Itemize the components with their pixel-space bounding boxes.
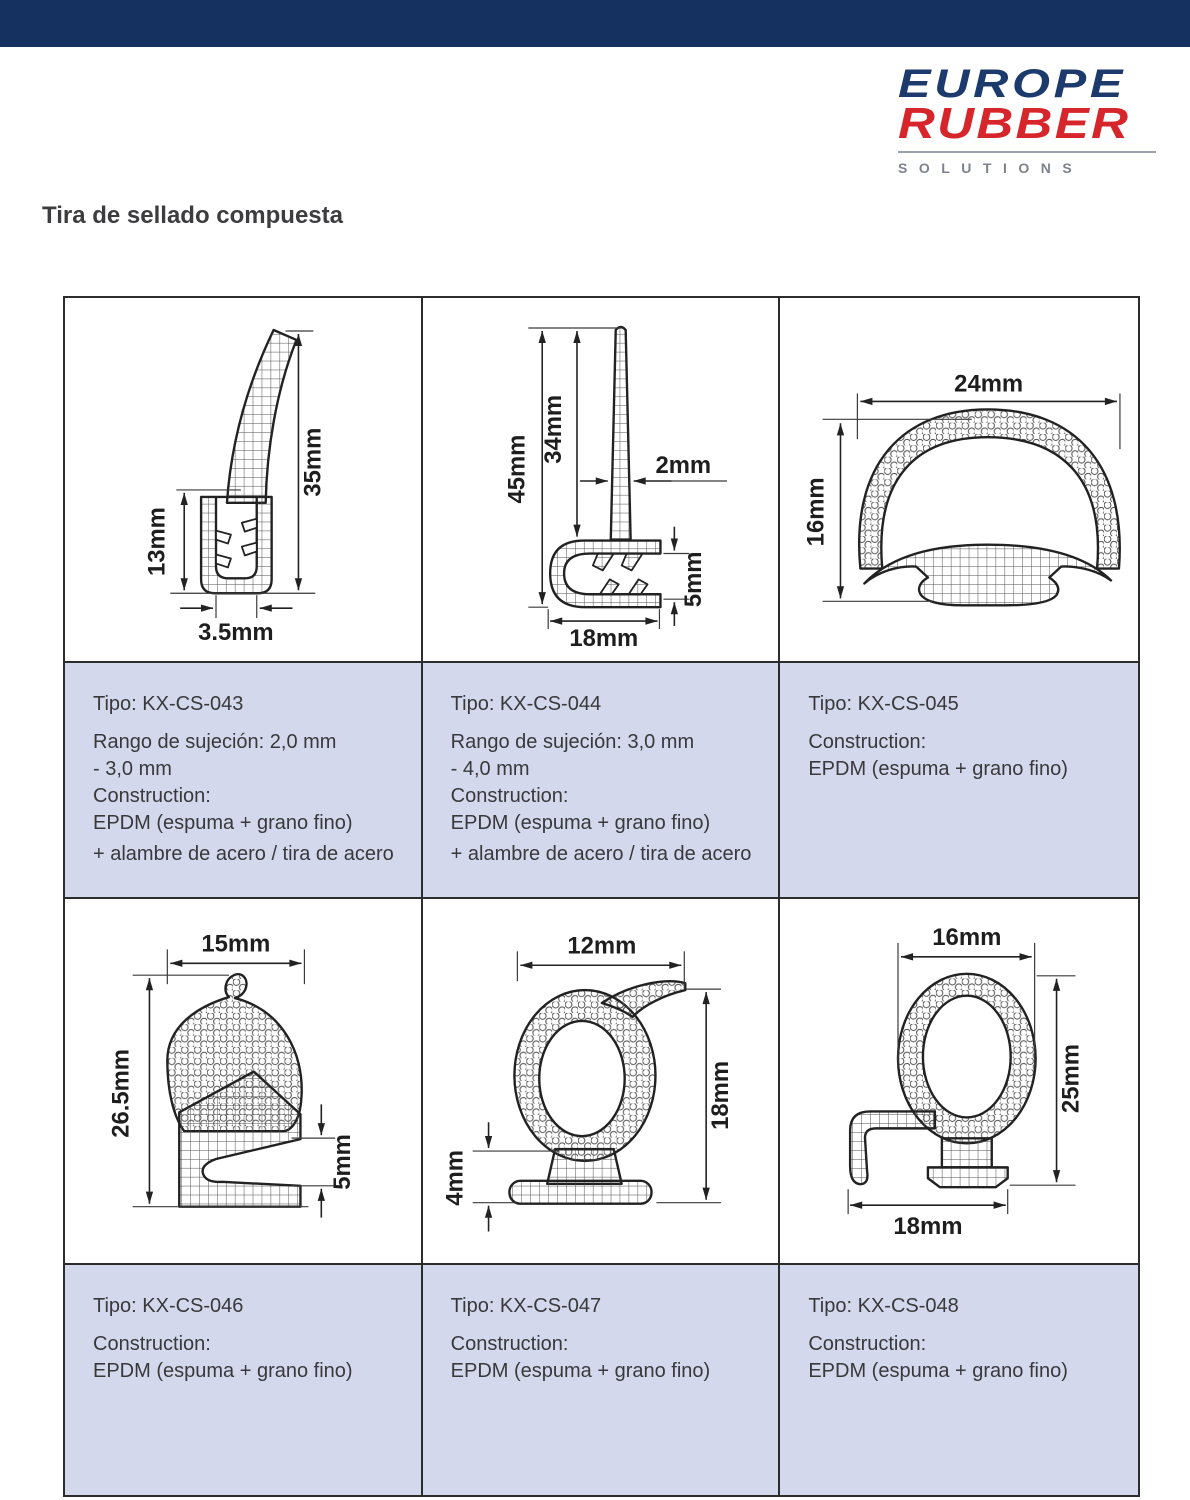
technical-drawing-kx-cs-048 — [780, 899, 1138, 1263]
dimension-label: 3.5mm — [198, 618, 274, 646]
construction-label: Construction: — [93, 1333, 211, 1355]
logo-rubber-text: RUBBER — [898, 99, 1131, 148]
dimension-label: 2mm — [655, 452, 711, 480]
dimension-label: 18mm — [569, 624, 638, 652]
info-panel-kx-cs-046 — [65, 1265, 423, 1495]
dimension-label: 45mm — [502, 434, 530, 504]
dimension-label: 24mm — [954, 370, 1024, 398]
clamp-range-line: Rango de sujeción: 2,0 mm — [93, 731, 337, 753]
technical-drawing-kx-cs-043 — [65, 298, 421, 661]
drawing-cell-kx-cs-048 — [780, 899, 1138, 1265]
construction-line: EPDM (espuma + grano fino) — [93, 1360, 353, 1382]
construction-label: Construction: — [808, 1333, 927, 1355]
dimension-label: 12mm — [567, 932, 636, 960]
dimension-label: 18mm — [706, 1060, 734, 1130]
dimension-label: 26.5mm — [107, 1049, 135, 1138]
construction-line: + alambre de acero / tira de acero — [93, 843, 394, 865]
info-panel-kx-cs-044 — [423, 663, 781, 899]
info-panel-kx-cs-047 — [423, 1265, 781, 1495]
construction-label: Construction: — [450, 1333, 569, 1355]
product-type: Tipo: KX-CS-046 — [93, 1295, 244, 1317]
clamp-range-line: - 3,0 mm — [93, 758, 172, 780]
drawing-cell-kx-cs-045 — [780, 298, 1138, 663]
clamp-range-line: - 4,0 mm — [450, 758, 530, 780]
clamp-range-line: Rango de sujeción: 3,0 mm — [450, 731, 695, 753]
page-title: Tira de sellado compuesta — [42, 202, 343, 230]
drawing-cell-kx-cs-043 — [65, 298, 423, 663]
dimension-label: 5mm — [329, 1134, 357, 1190]
technical-drawing-kx-cs-046 — [65, 899, 421, 1263]
info-panel-kx-cs-048 — [780, 1265, 1138, 1495]
dimension-label: 4mm — [441, 1150, 469, 1206]
product-type: Tipo: KX-CS-045 — [808, 693, 959, 715]
construction-label: Construction: — [450, 785, 569, 807]
dimension-label: 34mm — [539, 394, 567, 464]
product-type: Tipo: KX-CS-048 — [808, 1295, 959, 1317]
dimension-label: 13mm — [143, 507, 171, 577]
product-table — [63, 296, 1140, 1497]
construction-line: EPDM (espuma + grano fino) — [450, 812, 711, 834]
dimension-label: 5mm — [679, 551, 707, 608]
logo-divider — [898, 151, 1156, 153]
construction-line: EPDM (espuma + grano fino) — [450, 1360, 711, 1382]
logo-europe-text: EUROPE — [898, 62, 1127, 106]
product-type: Tipo: KX-CS-044 — [450, 693, 602, 715]
dimension-label: 16mm — [932, 923, 1002, 951]
construction-line: EPDM (espuma + grano fino) — [808, 758, 1068, 780]
technical-drawing-kx-cs-044 — [423, 298, 779, 661]
dimension-label: 35mm — [299, 427, 327, 497]
dimension-label: 25mm — [1057, 1043, 1085, 1114]
drawing-cell-kx-cs-046 — [65, 899, 423, 1265]
product-type: Tipo: KX-CS-043 — [93, 693, 244, 715]
construction-line: + alambre de acero / tira de acero — [450, 843, 752, 865]
drawing-cell-kx-cs-044 — [423, 298, 781, 663]
technical-drawing-kx-cs-045 — [780, 298, 1138, 661]
logo — [898, 64, 1162, 176]
dimension-label: 18mm — [893, 1213, 963, 1241]
dimension-label: 16mm — [802, 477, 830, 547]
info-panel-kx-cs-043 — [65, 663, 423, 899]
construction-line: EPDM (espuma + grano fino) — [93, 812, 353, 834]
info-panel-kx-cs-045 — [780, 663, 1138, 899]
construction-label: Construction: — [93, 785, 211, 807]
dimension-label: 15mm — [201, 930, 271, 958]
top-bar — [0, 0, 1190, 47]
logo-solutions-text: SOLUTIONS — [898, 160, 1084, 176]
technical-drawing-kx-cs-047 — [423, 899, 779, 1263]
construction-label: Construction: — [808, 731, 927, 753]
construction-line: EPDM (espuma + grano fino) — [808, 1360, 1068, 1382]
drawing-cell-kx-cs-047 — [423, 899, 781, 1265]
product-type: Tipo: KX-CS-047 — [450, 1295, 602, 1317]
